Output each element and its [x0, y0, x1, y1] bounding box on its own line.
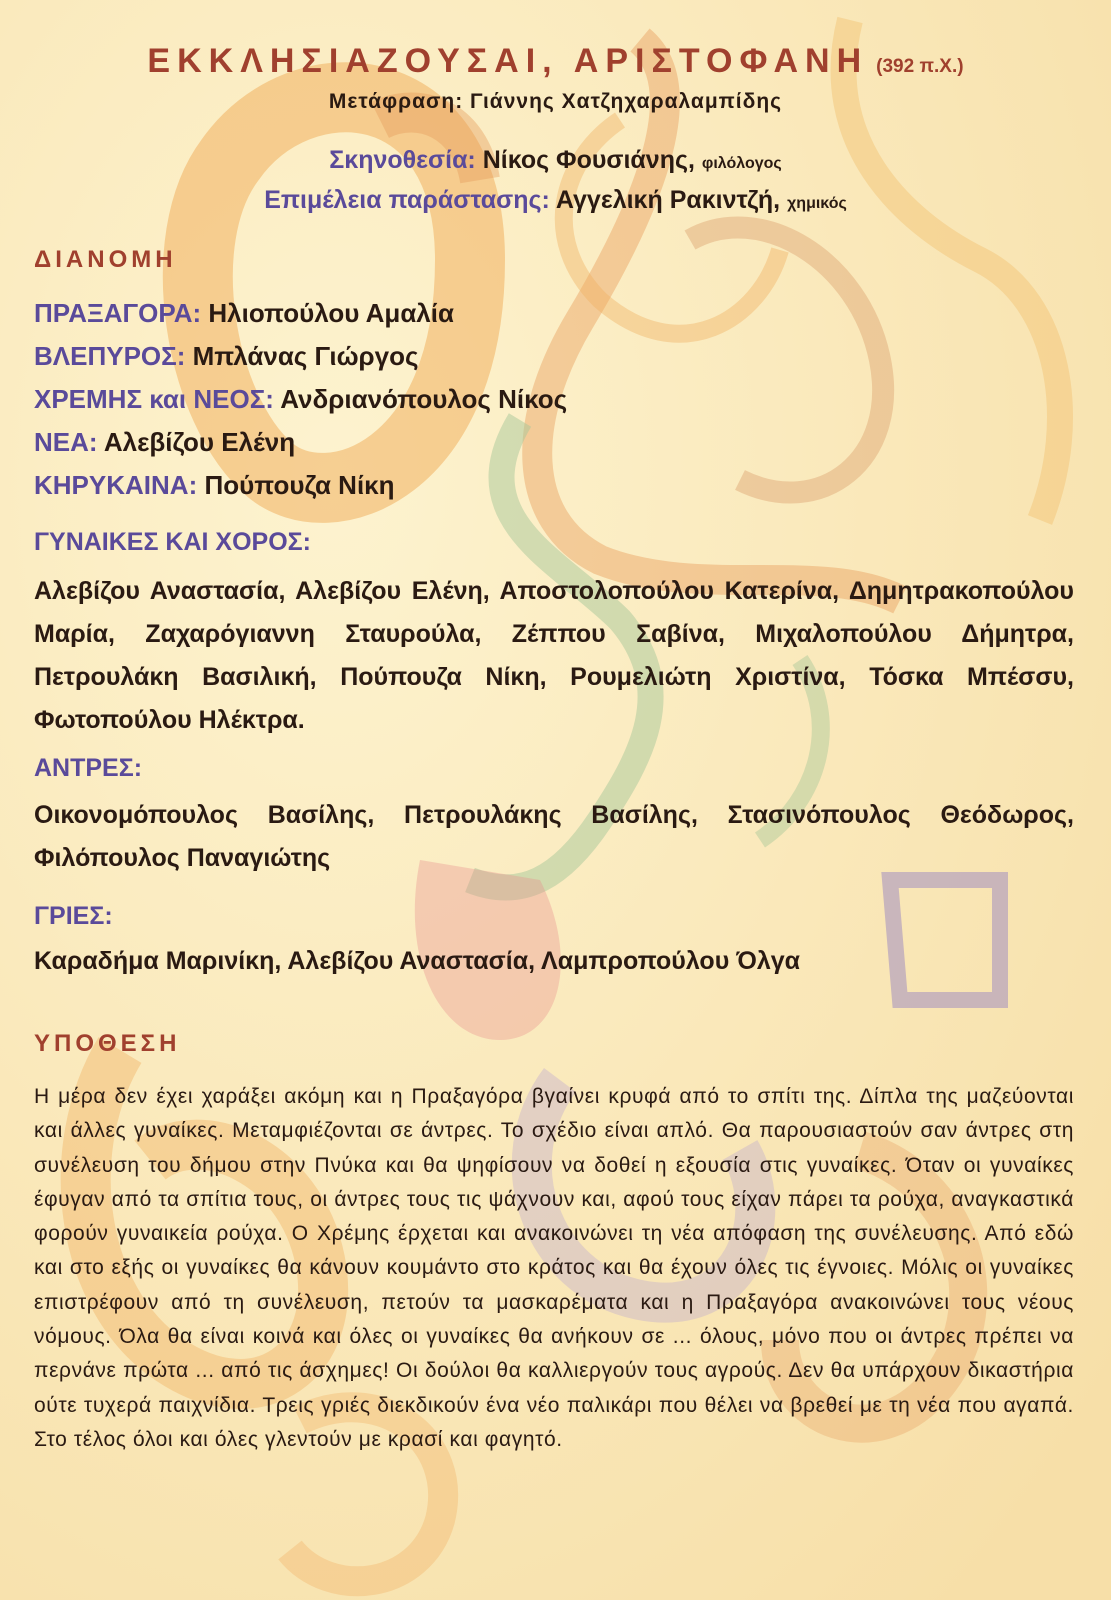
supervisor-credit: [0, 186, 1111, 215]
group-members-men: Οικονομόπουλος Βασίλης, Πετρουλάκης Βασίλης, Στασινόπουλος Θεόδωρος, Φιλόπουλος Παναγιώτης: [34, 801, 1074, 872]
actor-name: Ανδριανόπουλος Νίκος: [280, 384, 568, 414]
supervisor-name: Αγγελική Ρακιντζή,: [555, 186, 781, 214]
role-name: ΠΡΑΞΑΓΟΡΑ:: [34, 298, 202, 328]
cast-heading: ΔΙΑΝΟΜΗ: [34, 246, 177, 273]
play-date: (392 π.Χ.): [876, 56, 964, 77]
group-members-women-chorus: Αλεβίζου Αναστασία, Αλεβίζου Ελένη, Αποστολοπούλου Κατερίνα, Δημητρακοπούλου Μαρία, Ζαχαρόγιαννη Σταυρούλα, Ζέππου Σαβίνα, Μιχαλοπούλου Δήμητρα, Πετρουλάκη Βασιλική, Πούπουζα Νίκη, Ρουμελιώτη Χριστίνα, Τόσκα Μπέσσυ, Φωτοπούλου Ηλέκτρα.: [34, 577, 1074, 734]
title-line: [0, 42, 1111, 81]
director-credit: [0, 146, 1111, 175]
director-name: Νίκος Φουσιάνης,: [482, 146, 695, 174]
plot-heading: ΥΠΟΘΕΣΗ: [34, 1030, 181, 1057]
actor-name: Αλεβίζου Ελένη: [103, 427, 296, 457]
group-label-old-women: ΓΡΙΕΣ:: [34, 902, 113, 930]
cast-role-row: [34, 470, 395, 501]
group-label-men: ΑΝΤΡΕΣ:: [34, 754, 143, 782]
plot-text: Η μέρα δεν έχει χαράξει ακόμη και η Πραξαγόρα βγαίνει κρυφά από το σπίτι της. Δίπλα της μαζεύονται και άλλες γυναίκες. Μεταμφιέζονται σε άντρες. Το σχέδιο είναι απλό. Θα παρουσιαστούν σαν άντρες στη συνέλευση του δήμου στην Πνύκα και θα ψηφίσουν να δοθεί η εξουσία στις γυναίκες. Όταν οι γυναίκες έφυγαν από τα σπίτια τους, οι άντρες τους τις ψάχνουν και, αφού τους είχαν πάρει τα ρούχα, αναγκαστικά φορούν γυναικεία ρούχα. Ο Χρέμης έρχεται και ανακοινώνει τη νέα απόφαση της συνέλευσης. Από εδώ και στο εξής οι γυναίκες θα κάνουν κουμάντο στο κράτος και θα έχουν όλες τις έγνοιες. Μόλις οι γυναίκες επιστρέφουν από τη συνέλευση, πετούν τα μασκαρέματα και η Πραξαγόρα ανακοινώνει τους νέους νόμους. Όλα θα είναι κοινά και όλες οι γυναίκες θα ανήκουν σε ... όλους, μόνο που οι άντρες πρέπει να περνάνε πρώτα ... από τις άσχημες! Οι δούλοι θα καλλιεργούν τους αγρούς. Δεν θα υπάρχουν δικαστήρια ούτε τυχερά παιχνίδια. Τρεις γριές διεκδικούν ένα νέο παλικάρι που θέλει να βρεθεί με τη νέα που αγαπά. Στο τέλος όλοι και όλες γλεντούν με κρασί και φαγητό.: [34, 1085, 1074, 1451]
role-name: ΚΗΡΥΚΑΙΝΑ:: [34, 470, 198, 500]
role-name: ΒΛΕΠΥΡΟΣ:: [34, 341, 186, 371]
director-role: φιλόλογος: [701, 155, 782, 172]
cast-role-row: [34, 298, 454, 329]
director-label: Σκηνοθεσία:: [329, 146, 476, 174]
group-members-old-women: Καραδήμα Μαρινίκη, Αλεβίζου Αναστασία, Λαμπροπούλου Όλγα: [34, 947, 800, 975]
actor-name: Ηλιοπούλου Αμαλία: [208, 298, 454, 328]
translation-credit: Μετάφραση: Γιάννης Χατζηχαραλαμπίδης: [328, 90, 783, 113]
cast-role-row: [34, 427, 295, 458]
supervisor-label: Επιμέλεια παράστασης:: [264, 186, 550, 214]
supervisor-role: χημικός: [787, 195, 847, 212]
cast-role-row: [34, 384, 567, 415]
role-name: ΧΡΕΜΗΣ και ΝΕΟΣ:: [34, 384, 274, 414]
actor-name: Πούπουζα Νίκη: [204, 470, 395, 500]
cast-role-row: [34, 341, 418, 372]
play-title: ΕΚΚΛΗΣΙΑΖΟΥΣΑΙ, ΑΡΙΣΤΟΦΑΝΗ: [147, 42, 869, 80]
role-name: ΝΕΑ:: [34, 427, 98, 457]
actor-name: Μπλάνας Γιώργος: [192, 341, 419, 371]
group-label-women-chorus: ΓΥΝΑΙΚΕΣ ΚΑΙ ΧΟΡΟΣ:: [34, 528, 312, 556]
